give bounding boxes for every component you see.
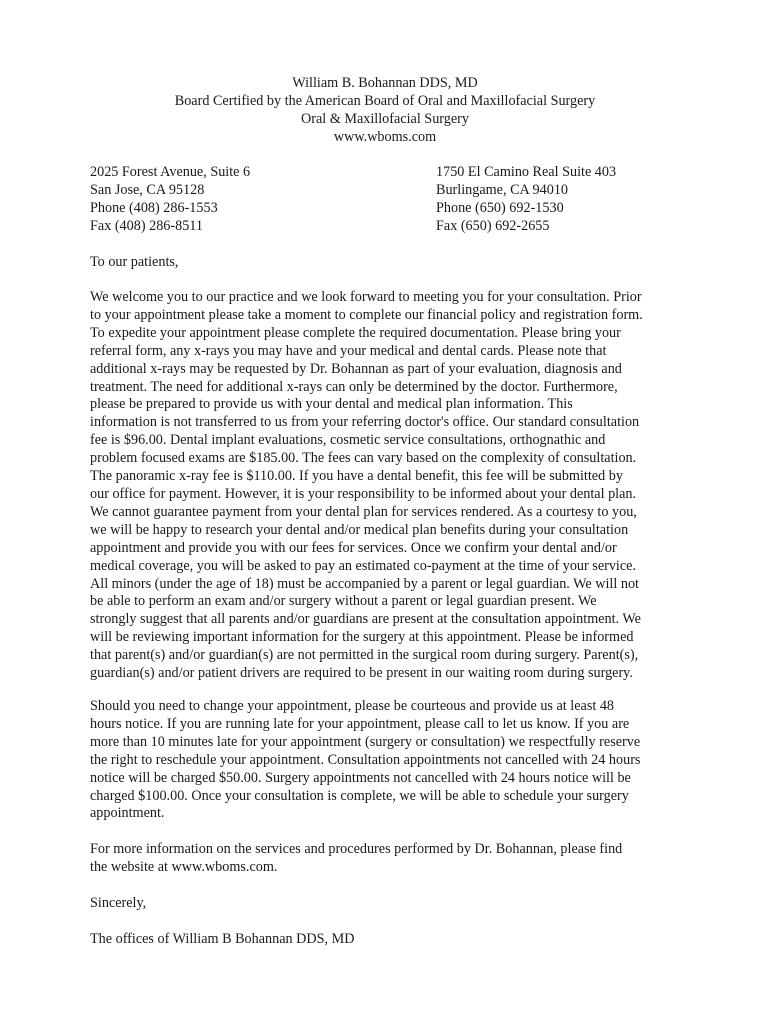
text-line: appointment.: [90, 805, 165, 822]
text-line: strongly suggest that all parents and/or guardians are present at the consultation appointment. We: [90, 611, 641, 628]
text-line: referral form, any x-rays you may have and your medical and dental cards. Please note that: [90, 342, 607, 359]
office-city: Burlingame, CA 94010: [436, 181, 569, 198]
office-phone: Phone (650) 692-1530: [436, 199, 564, 216]
text-line: more than 10 minutes late for your appointment (surgery or consultation) we respectfully reserve: [90, 733, 641, 750]
website: www.wboms.com: [333, 128, 437, 145]
office-street: 2025 Forest Avenue, Suite 6: [90, 164, 251, 180]
signature: The offices of William B Bohannan DDS, MD: [90, 931, 355, 947]
text-line: be able to perform an exam and/or surgery without a parent or legal guardian present. We: [90, 593, 597, 610]
text-line: Should you need to change your appointment, please be courteous and provide us at least 48: [90, 698, 615, 714]
office-san-jose: [90, 164, 250, 236]
text-line: All minors (under the age of 18) must be accompanied by a parent or legal guardian. We will not: [90, 575, 639, 592]
office-city: San Jose, CA 95128: [90, 181, 205, 198]
text-line: fee is $96.00. Dental implant evaluations, cosmetic service consultations, orthognathic and: [90, 432, 606, 449]
paragraph-more-info: [90, 841, 690, 877]
text-line: the right to reschedule your appointment. Consultation appointments not cancelled with 24 hours: [90, 751, 641, 768]
paragraph-intro: [90, 289, 690, 683]
office-fax: Fax (650) 692-2655: [436, 217, 550, 234]
text-line: We cannot guarantee payment from your dental plan for services rendered. As a courtesy to you,: [90, 503, 637, 520]
office-fax: Fax (408) 286-8511: [90, 217, 203, 234]
text-line: guardian(s) and/or patient drivers are required to be present in our waiting room during surgery.: [90, 665, 633, 682]
doctor-name: William B. Bohannan DDS, MD: [292, 75, 478, 91]
text-line: To expedite your appointment please complete the required documentation. Please bring your: [90, 324, 621, 341]
text-line: information is not transferred to us from your referring doctor's office. Our standard consultation: [90, 414, 640, 431]
letterhead: [0, 75, 770, 147]
text-line: will be reviewing important information for the surgery at this appointment. Please be informed: [90, 629, 634, 646]
salutation: To our patients,: [90, 254, 179, 270]
text-line: our office for payment. However, it is your responsibility to be informed about your dental plan.: [90, 485, 637, 502]
text-line: please be prepared to provide us with your dental and medical plan information. This: [90, 396, 573, 413]
paragraph-rescheduling: [90, 698, 690, 823]
closing: Sincerely,: [90, 895, 147, 911]
text-line: that parent(s) and/or guardian(s) are not permitted in the surgical room during surgery. Parent(s),: [90, 647, 639, 664]
office-burlingame: [436, 164, 616, 236]
board-certification: Board Certified by the American Board of Oral and Maxillofacial Surgery: [174, 92, 596, 109]
text-line: For more information on the services and procedures performed by Dr. Bohannan, please find: [90, 841, 623, 857]
text-line: problem focused exams are $185.00. The fees can vary based on the complexity of consultation.: [90, 450, 637, 467]
text-line: hours notice. If you are running late for your appointment, please call to let us know. If you are: [90, 715, 630, 732]
text-line: additional x-rays may be requested by Dr. Bohannan as part of your evaluation, diagnosis and: [90, 360, 622, 377]
text-line: appointment and provide you with our fees for services. Once we confirm your dental and/or: [90, 539, 617, 556]
text-line: We welcome you to our practice and we look forward to meeting you for your consultation. Prior: [90, 289, 642, 305]
specialty: Oral & Maxillofacial Surgery: [301, 110, 469, 127]
text-line: we will be happy to research your dental and/or medical plan benefits during your consultation: [90, 521, 629, 538]
text-line: the website at www.wboms.com.: [90, 858, 278, 875]
text-line: notice will be charged $50.00. Surgery appointments not cancelled with 24 hours notice will be: [90, 769, 631, 786]
text-line: medical coverage, you will be asked to pay an estimated co-payment at the time of your service.: [90, 557, 637, 574]
office-phone: Phone (408) 286-1553: [90, 199, 218, 216]
text-line: charged $100.00. Once your consultation is complete, we will be able to schedule your surgery: [90, 787, 629, 804]
text-line: The panoramic x-ray fee is $110.00. If you have a dental benefit, this fee will be submitted by: [90, 468, 623, 485]
office-street: 1750 El Camino Real Suite 403: [436, 164, 617, 180]
text-line: treatment. The need for additional x-rays can only be determined by the doctor. Furthermore,: [90, 378, 618, 395]
text-line: to your appointment please take a moment to complete our financial policy and registration form.: [90, 306, 643, 323]
